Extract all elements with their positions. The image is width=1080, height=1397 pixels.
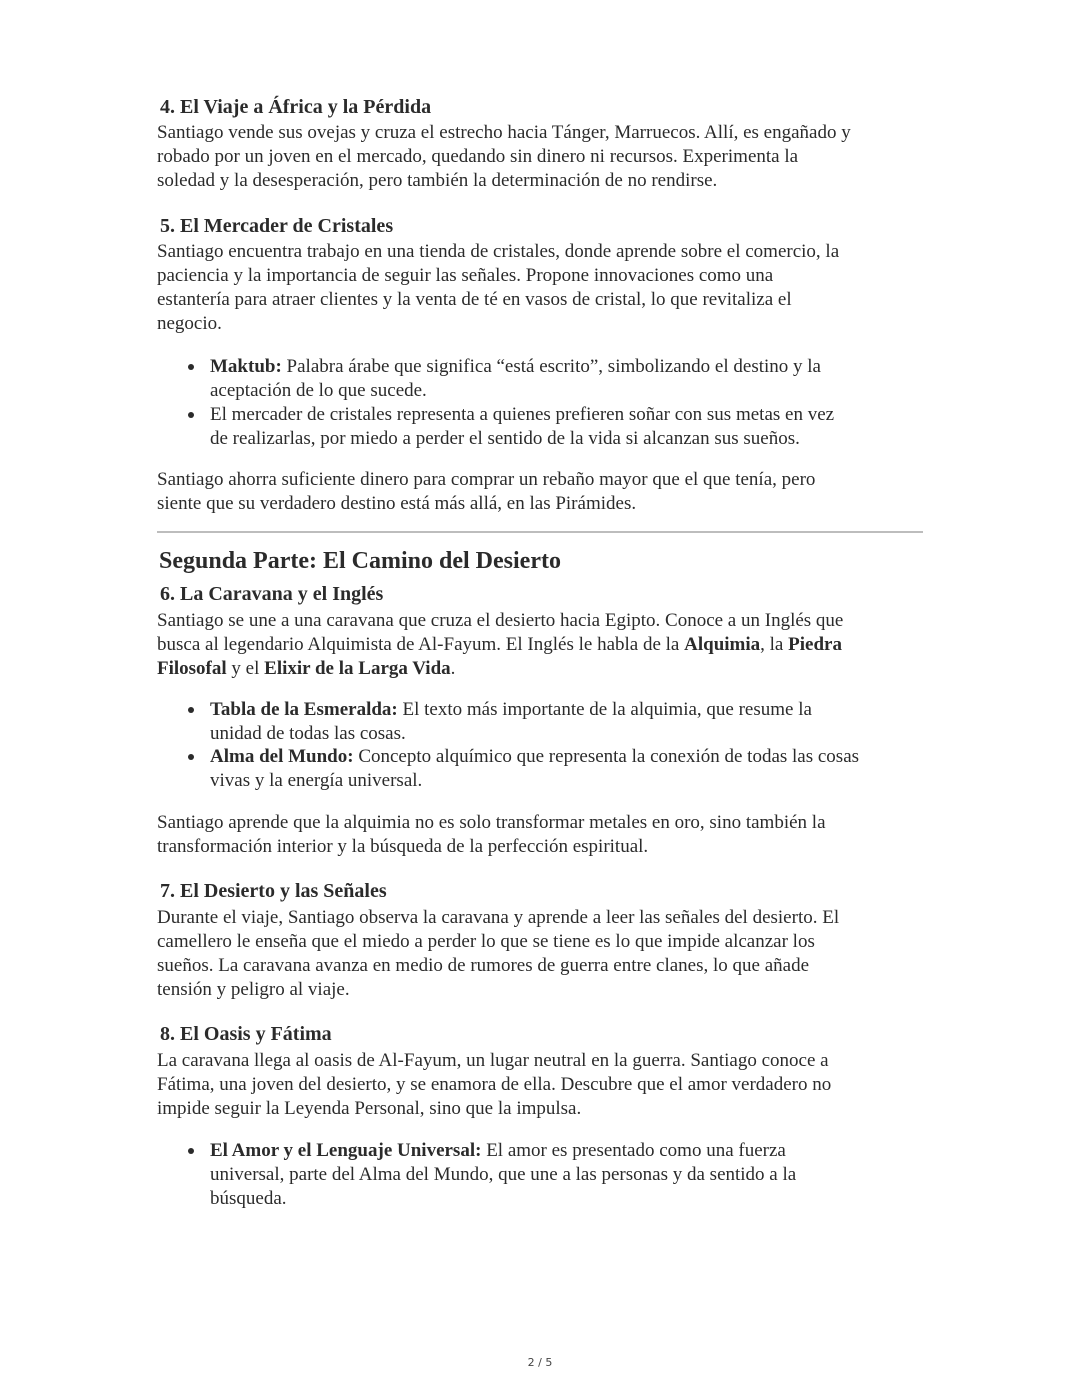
text-line: negocio. [157, 313, 222, 334]
text-line: Palabra árabe que significa “está escrito”, simbolizando el destino y la [281, 356, 821, 377]
text-line: sueños. La caravana avanza en medio de rumores de guerra entre clanes, lo que añade [157, 955, 810, 976]
bullet-term: Alma del Mundo: [210, 746, 354, 767]
text-line: paciencia y la importancia de seguir las señales. Propone innovaciones como una [157, 265, 774, 286]
text-line: El mercader de cristales representa a quienes prefieren soñar con sus metas en vez [210, 404, 835, 425]
text-line: Santiago ahorra suficiente dinero para comprar un rebaño mayor que el que tenía, pero [157, 469, 816, 490]
text-line: unidad de todas las cosas. [210, 723, 406, 744]
text-line: aceptación de lo que sucede. [210, 380, 427, 401]
page-number: 2 / 5 [527, 1356, 553, 1369]
text-line: Santiago vende sus ovejas y cruza el estrecho hacia Tánger, Marruecos. Allí, es engañado y [157, 122, 851, 143]
horizontal-divider [157, 531, 923, 533]
bullet-item [210, 1139, 930, 1211]
text-line: Santiago encuentra trabajo en una tienda de cristales, donde aprende sobre el comercio, la [157, 241, 840, 262]
text: y el [226, 658, 265, 679]
bullet-icon [188, 1148, 194, 1154]
bullet-icon [188, 754, 194, 760]
text: . [450, 658, 456, 679]
section-heading: 7. El Desierto y las Señales [160, 880, 387, 902]
paragraph [157, 1049, 927, 1121]
text-line: Santiago se une a una caravana que cruza el desierto hacia Egipto. Conoce a un Inglés que [157, 610, 844, 631]
bold-term: Piedra [788, 634, 842, 655]
bold-term: Elixir de la Larga Vida [264, 658, 451, 679]
text-line: transformación interior y la búsqueda de la perfección espiritual. [157, 836, 649, 857]
paragraph [157, 609, 927, 681]
bold-term: Filosofal [157, 658, 227, 679]
bullet-item [210, 745, 930, 793]
text-line: El amor es presentado como una fuerza [481, 1140, 786, 1161]
paragraph [157, 121, 927, 193]
text-line: búsqueda. [210, 1188, 287, 1209]
text-line: siente que su verdadero destino está más allá, en las Pirámides. [157, 493, 637, 514]
text: busca al legendario Alquimista de Al-Fayum. El Inglés le habla de la [157, 634, 685, 655]
text-line: Fátima, una joven del desierto, y se enamora de ella. Descubre que el amor verdadero no [157, 1074, 832, 1095]
text-line: robado por un joven en el mercado, quedando sin dinero ni recursos. Experimenta la [157, 146, 799, 167]
bullet-item [210, 403, 930, 451]
text: , la [760, 634, 789, 655]
text-line [157, 633, 927, 657]
paragraph [157, 240, 927, 336]
text-line: Concepto alquímico que representa la conexión de todas las cosas [353, 746, 860, 767]
part-heading: Segunda Parte: El Camino del Desierto [159, 548, 561, 574]
bullet-item [210, 698, 930, 746]
paragraph [157, 468, 927, 516]
bold-term: Alquimia [684, 634, 761, 655]
text-line: tensión y peligro al viaje. [157, 979, 350, 1000]
text-line: estantería para atraer clientes y la venta de té en vasos de cristal, lo que revitaliza el [157, 289, 792, 310]
bullet-icon [188, 364, 194, 370]
text-line: Santiago aprende que la alquimia no es solo transformar metales en oro, sino también la [157, 812, 826, 833]
text-line: impide seguir la Leyenda Personal, sino que la impulsa. [157, 1098, 582, 1119]
bullet-term: Maktub: [210, 356, 282, 377]
bullet-term: Tabla de la Esmeralda: [210, 699, 398, 720]
section-heading: 5. El Mercader de Cristales [160, 215, 394, 237]
text-line: El texto más importante de la alquimia, que resume la [397, 699, 812, 720]
section-heading: 6. La Caravana y el Inglés [160, 583, 384, 605]
text-line: camellero le enseña que el miedo a perder lo que se tiene es lo que impide alcanzar los [157, 931, 815, 952]
bullet-item [210, 355, 930, 403]
paragraph [157, 811, 927, 859]
paragraph [157, 906, 927, 1002]
section-heading: 4. El Viaje a África y la Pérdida [160, 96, 432, 118]
section-heading: 8. El Oasis y Fátima [160, 1023, 332, 1045]
text-line: universal, parte del Alma del Mundo, que une a las personas y da sentido a la [210, 1164, 797, 1185]
bullet-term: El Amor y el Lenguaje Universal: [210, 1140, 482, 1161]
bullet-icon [188, 412, 194, 418]
text-line: Durante el viaje, Santiago observa la caravana y aprende a leer las señales del desierto. El [157, 907, 840, 928]
text-line: La caravana llega al oasis de Al-Fayum, un lugar neutral en la guerra. Santiago conoce a [157, 1050, 829, 1071]
text-line: soledad y la desesperación, pero también la determinación de no rendirse. [157, 170, 718, 191]
bullet-icon [188, 707, 194, 713]
text-line [157, 657, 927, 681]
text-line: vivas y la energía universal. [210, 770, 423, 791]
text-line: de realizarlas, por miedo a perder el sentido de la vida si alcanzan sus sueños. [210, 428, 800, 449]
